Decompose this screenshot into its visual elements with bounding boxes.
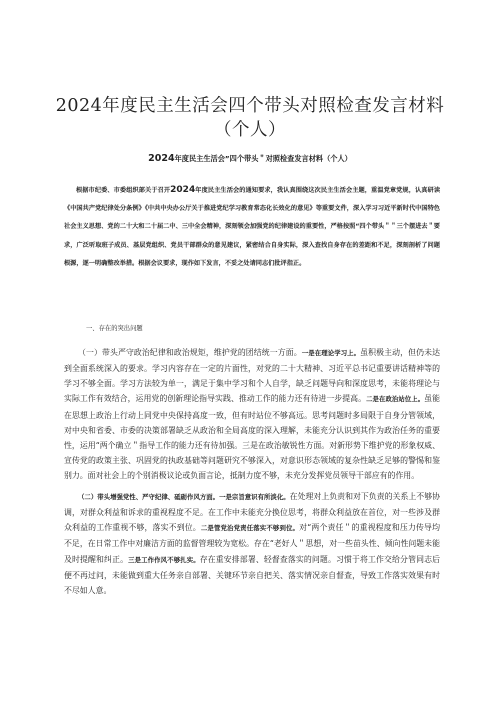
p2-heading: （二）带头增强党性、严守纪律、砥砺作风方面。 [78,493,220,501]
subtitle-year: 2024 [148,153,175,164]
p1-heading: （一）带头严守政治纪律和政治规矩，维护党的团结统一方面。 [78,348,302,357]
p2-point-1: 一是宗旨意识有所淡化。 [219,493,290,501]
section-heading: 一、存在的突出问题 [86,325,143,332]
body-paragraph-1 [64,345,440,483]
p1-point-1: 一是在理论学习上。 [301,349,361,357]
p1-point-2: 二是在政治站位上。 [366,395,425,404]
intro-text-part1: 根据市纪委、市委组织部关于召开 [76,187,171,194]
p2-text-2: 对“两个责任＂的重视程度和压力传导均不足，在日常工作中对廉洁方面的监督管理较为宽松。存在“老好人＂思想，对一些苗头性、倾向性问题未能及时提醒和纠正。 [64,523,440,564]
p2-point-3: 三是工作作风不够扎实。 [128,555,200,564]
intro-paragraph [64,181,440,273]
p1-text-1: 虽积极主动，但仍未达到全面系统深入的要求。学习内容存在一定的片面性，对党的二十大精神、习近平总书记重要讲话精神等的学习不够全面。学习方法较为单一，满足于集中学习和个人自学，缺乏问题导向和深度思考，未能将理论与实际工作有效结合，运用党的创新理论指导实践、推动工作的能力还有待进一步提高。 [64,348,440,404]
p2-text-1: 在处理对上负责和对下负责的关系上不够协调，对群众利益和诉求的重视程度不足。在工作中未能充分换位思考，将群众利益放在首位，对一些涉及群众利益的工作重视不够，落实不到位。 [64,492,441,533]
subtitle-text: 年度民主生活会”四个带头＂对照检查发言材料（个人） [174,154,352,163]
p2-point-2: 二是管党治党责任落实不够到位。 [200,524,300,533]
intro-year: 2024 [170,185,196,195]
document-subtitle [40,153,460,164]
body-paragraph-2 [64,489,440,598]
document-title: 2024年度民主生活会四个带头对照检查发言材料（个人） [55,96,445,140]
p2-text-3: 存在重安排部署、轻督查落实的问题。习惯于将工作交给分管同志后便不再过问，未能做到重大任务亲自部署、关键环节亲自把关、落实情况亲自督查，导致工作落实效果有时不尽如人意。 [64,554,440,595]
p1-text-2: 虽能在思想上政治上行动上同党中央保持高度一致，但有时站位不够高远。思考问题时多局限于自身分管领域，对中央和省委、市委的决策部署缺乏从政治和全局高度的深入理解，未能充分认识到其作为政治任务的重要性，运用“两个确立＂指导工作的能力还有待加强。三是在政治敏锐性方面。对新形势下维护党的形象权威、宣传党的政策主张、巩固党的执政基础等问题研究不够深入，对意识形态领域的复杂性缺乏足够的警惕和鉴别力。面对社会上的个别消极议论或负面言论，抵制力度不够，未充分发挥党员领导干部应有的作用。 [64,394,440,481]
intro-text-part2: 年度民主生活会的通知要求，我认真围绕这次民主生活会主题，重温党章党规，认真研读《中国共产党纪律处分条例》《中共中央办公厅关于推进党纪学习教育常态化长效化的意见》等重要文件，深入学习习近平新时代中国特色社会主义思想、党的二十大和二十届二中、三中全会精神，深刻领会加强党的纪律建设的重要性，严格按照“四个带头＂＂三个摆进去＂要求，广泛听取班子成员、基层党组织、党员干部群众的意见建议，紧密结合自身实际，深入查找自身存在的差距和不足，深刻剖析了问题根源，逐一明确整改举措。根据会议要求，现作如下发言，不妥之处请同志们批评指正。 [64,187,441,267]
